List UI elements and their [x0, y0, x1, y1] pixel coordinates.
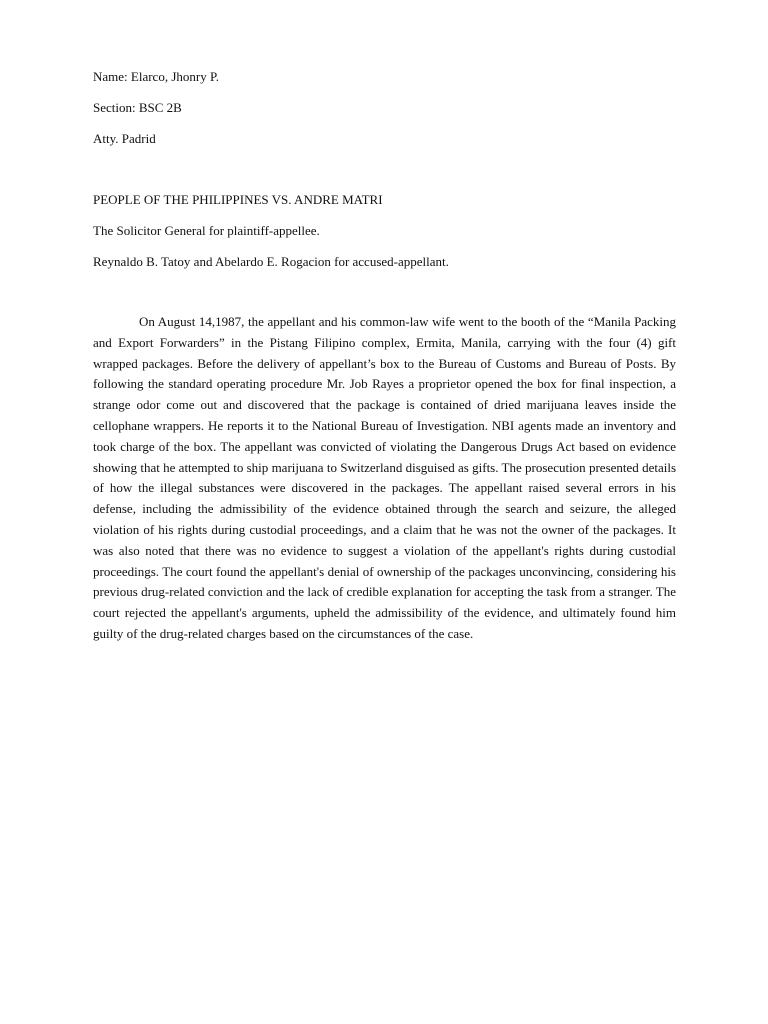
- counsel-plaintiff: The Solicitor General for plaintiff-appellee.: [93, 223, 320, 238]
- student-name: Name: Elarco, Jhonry P.: [93, 69, 220, 84]
- counsel-accused: Reynaldo B. Tatoy and Abelardo E. Rogacion for accused-appellant.: [93, 254, 449, 269]
- student-section: Section: BSC 2B: [93, 100, 182, 115]
- document-content: [93, 66, 676, 645]
- instructor-name: Atty. Padrid: [93, 131, 156, 146]
- case-title: PEOPLE OF THE PHILIPPINES VS. ANDRE MATRI: [93, 192, 383, 207]
- case-summary-paragraph: On August 14,1987, the appellant and his common-law wife went to the booth of the “Manila Packing and Export Forwarders” in the Pistang Filipino complex, Ermita, Manila, carrying with the four (4) gift wrapped packages. Before the delivery of appellant’s box to the Bureau of Customs and Bureau of Posts. By following the standard operating procedure Mr. Job Rayes a proprietor opened the box for final inspection, a strange odor come out and discovered that the package is contained of dried marijuana leaves inside the cellophane wrappers. He reports it to the National Bureau of Investigation. NBI agents made an inventory and took charge of the box. The appellant was convicted of violating the Dangerous Drugs Act based on evidence showing that he attempted to ship marijuana to Switzerland disguised as gifts. The prosecution presented details of how the illegal substances were discovered in the packages. The appellant raised several errors in his defense, including the admissibility of the evidence obtained through the search and seizure, the alleged violation of his rights during custodial proceedings, and a claim that he was not the owner of the packages. It was also noted that there was no evidence to suggest a violation of the appellant's rights during custodial proceedings. The court found the appellant's denial of ownership of the packages unconvincing, considering his previous drug-related conviction and the lack of credible explanation for accepting the task from a stranger. The court rejected the appellant's arguments, upheld the admissibility of the evidence, and ultimately found him guilty of the drug-related charges based on the circumstances of the case.: [93, 314, 676, 641]
